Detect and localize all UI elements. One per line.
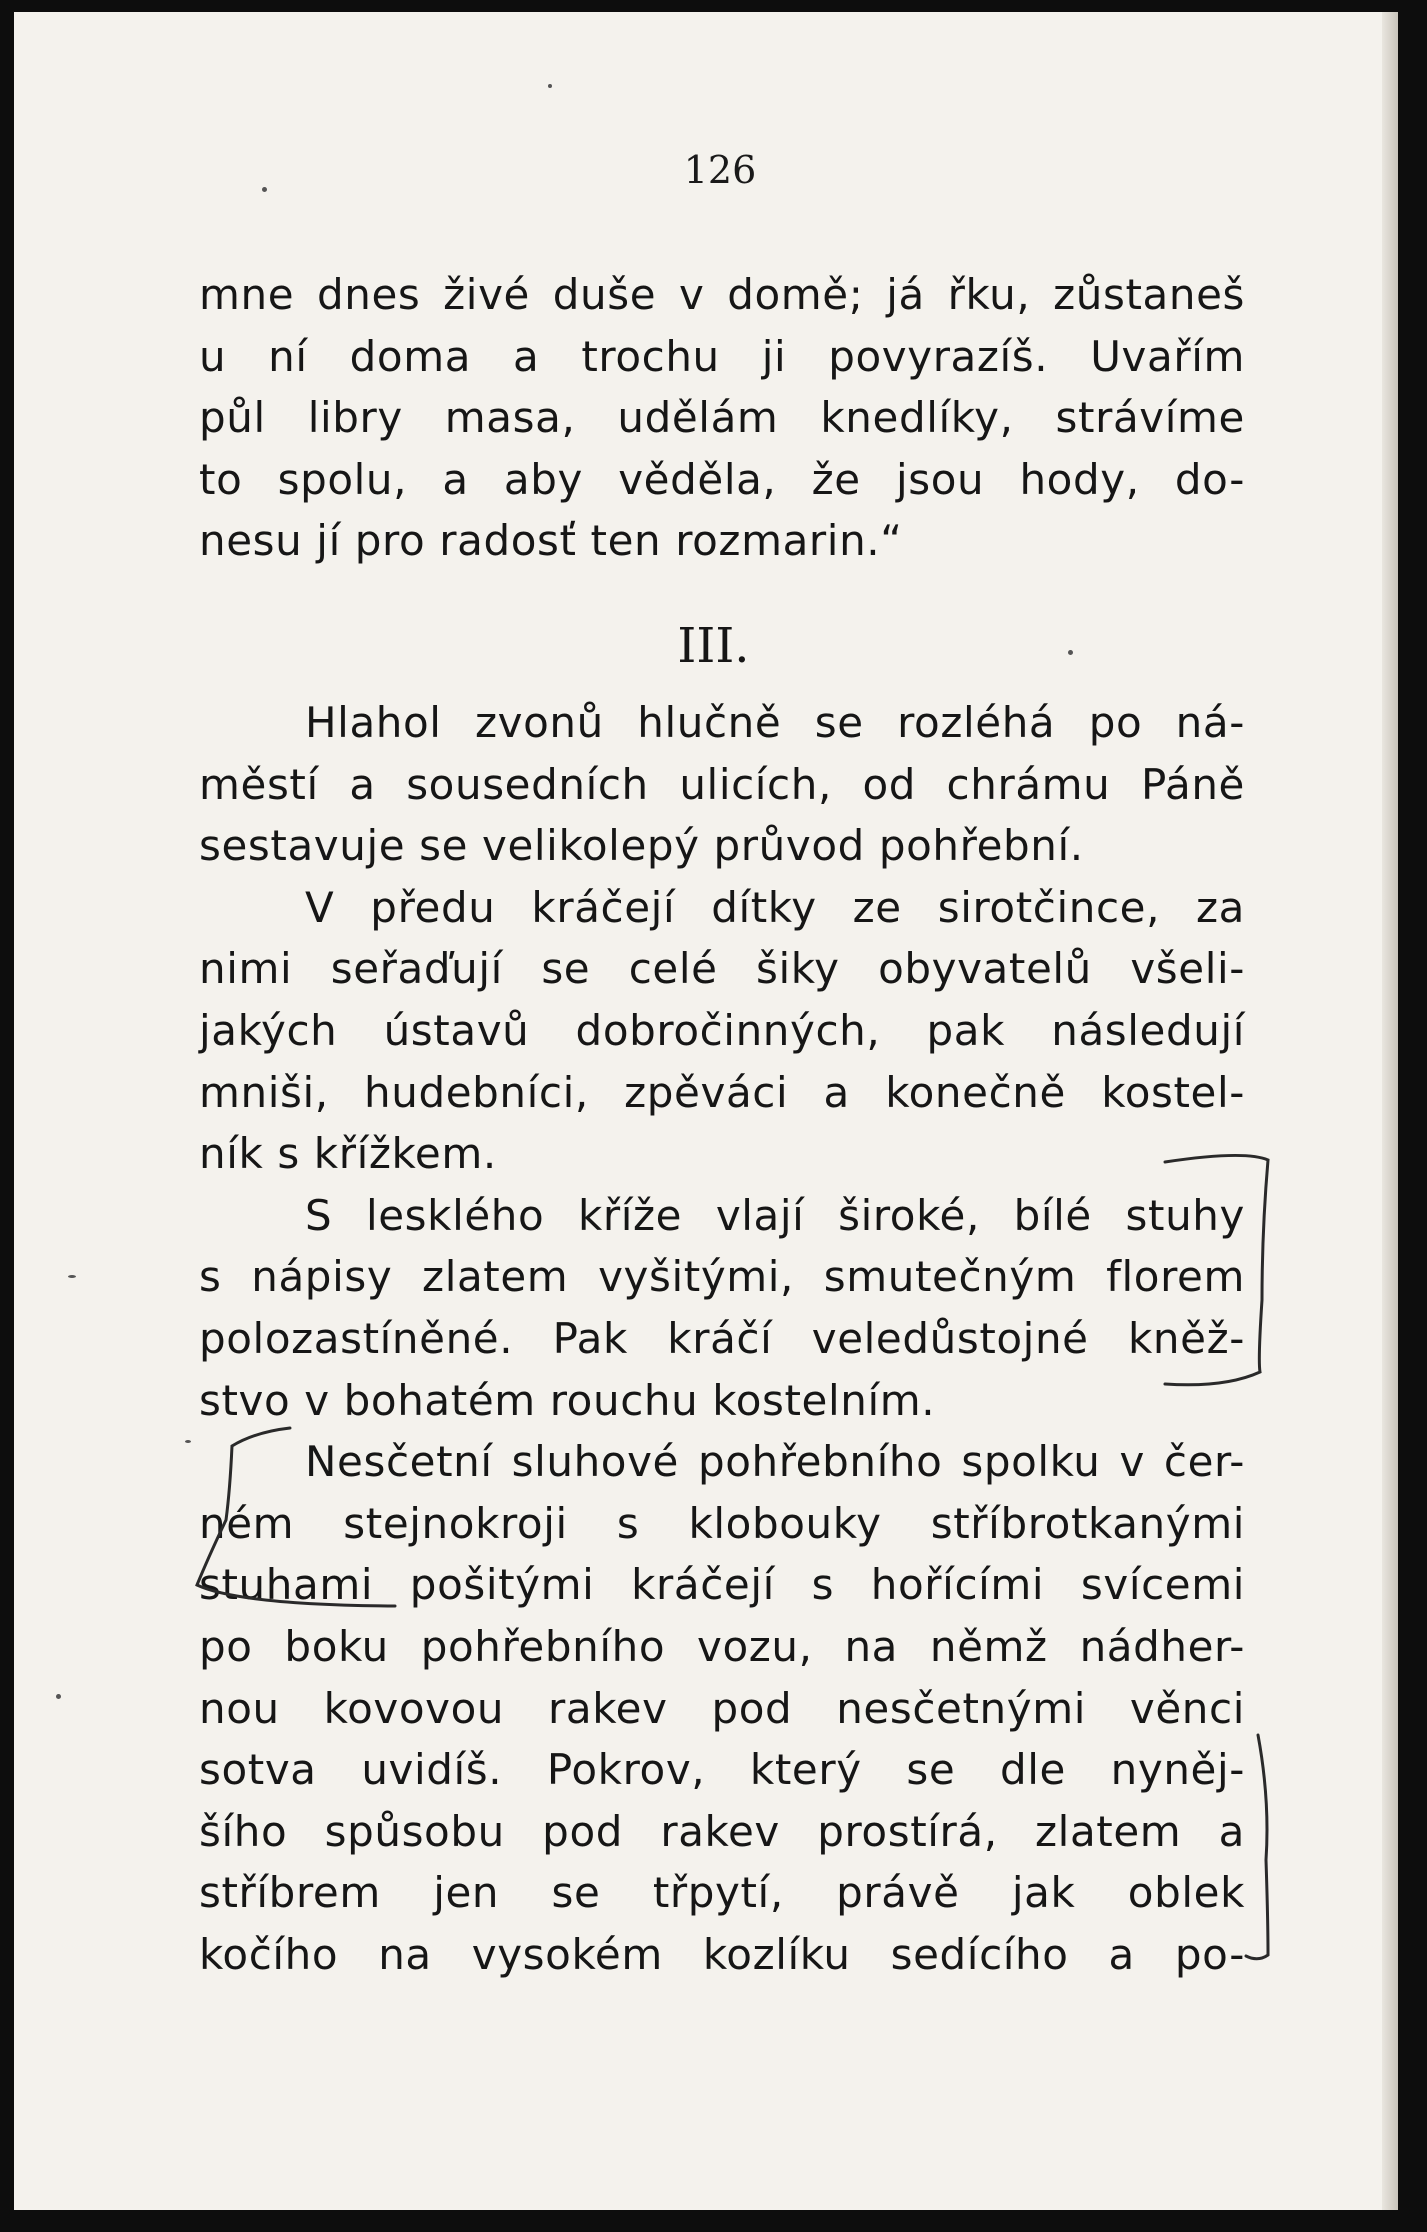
paper-speck [68, 1275, 76, 1278]
bracket-mark-right-upper [1165, 1155, 1268, 1384]
text-line: ník s křížkem. [199, 1129, 497, 1179]
text-line: kočího na vysokém kozlíku sedícího a po- [199, 1929, 1245, 1979]
section-heading: III. [677, 618, 750, 674]
paper-speck [262, 187, 267, 192]
text-line: mniši, hudebníci, zpěváci a konečně kostel- [199, 1067, 1245, 1117]
text-line: nesu jí pro radosť ten rozmarin.“ [199, 516, 903, 566]
text-line: Nesčetní sluhové pohřebního spolku v čer- [305, 1437, 1245, 1487]
text-line: ném stejnokroji s klobouky stříbrotkanými [199, 1498, 1245, 1548]
text-line: městí a sousedních ulicích, od chrámu Páně [199, 759, 1245, 809]
text-line: sotva uvidíš. Pokrov, který se dle nyněj- [199, 1745, 1245, 1795]
text-line: po boku pohřebního vozu, na němž nádher- [199, 1621, 1245, 1671]
text-line: s nápisy zlatem vyšitými, smutečným florem [199, 1252, 1245, 1302]
paper-speck [56, 1694, 61, 1699]
text-line: S lesklého kříže vlají široké, bílé stuhy [305, 1190, 1245, 1240]
text-line: půl libry masa, udělám knedlíky, strávíme [199, 393, 1245, 443]
text-line: nimi seřaďují se celé šiky obyvatelů všeli- [199, 944, 1245, 994]
text-line: to spolu, a aby věděla, že jsou hody, do- [199, 454, 1245, 504]
text-line: stříbrem jen se třpytí, právě jak oblek [199, 1868, 1245, 1918]
text-line: u ní doma a trochu ji povyrazíš. Uvařím [199, 331, 1245, 381]
text-line: V předu kráčejí dítky ze sirotčince, za [305, 882, 1245, 932]
bracket-mark-right-lower [1246, 1735, 1268, 1959]
text-line: stvo v bohatém rouchu kostelním. [199, 1375, 936, 1425]
text-line: nou kovovou rakev pod nesčetnými věnci [199, 1683, 1245, 1733]
paper-speck [548, 84, 552, 88]
paper-speck [185, 1440, 191, 1443]
text-line: mne dnes živé duše v domě; já řku, zůstaneš [199, 270, 1245, 319]
text-line: jakých ústavů dobročinných, pak následují [199, 1005, 1245, 1055]
text-line: šího spůsobu pod rakev prostírá, zlatem a [199, 1806, 1245, 1856]
paper-speck [1068, 650, 1073, 655]
text-line: sestavuje se velikolepý průvod pohřební. [199, 821, 1084, 871]
text-line: Hlahol zvonů hlučně se rozléhá po ná- [305, 698, 1245, 747]
text-line: stuhami pošitými kráčejí s hořícími svícemi [199, 1560, 1245, 1610]
page-number: 126 [683, 148, 757, 192]
text-line: polozastíněné. Pak kráčí veledůstojné kněž- [199, 1313, 1245, 1363]
bracket-mark-left [197, 1428, 395, 1606]
